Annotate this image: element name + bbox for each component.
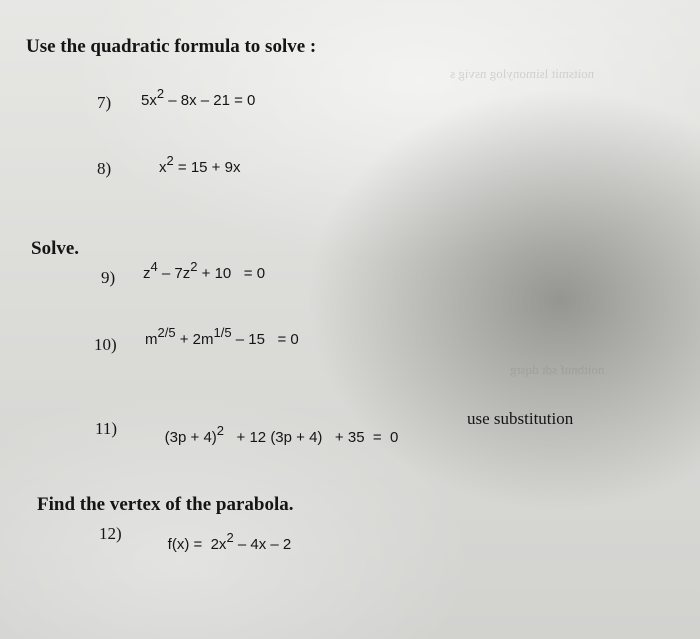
equation: $f(x) = 2x^2 - 4x - 2$ — [167, 530, 292, 553]
bleed-through-text: noitbnuf sdt dqsrg — [510, 362, 605, 377]
equation: $x^2 = 15 + 9x$ — [159, 153, 241, 176]
equation: $z^4 - 7z^2 + 10 = 0$ — [143, 259, 266, 282]
substitution-note: use substitution — [467, 409, 574, 428]
problem-number: 7) — [97, 93, 112, 112]
problem-number: 10) — [94, 335, 117, 354]
problem-number: 8) — [97, 159, 112, 178]
bleed-through-text: noitsmit lsimonylog nsvig s — [450, 66, 595, 81]
heading-solve: Solve. — [31, 238, 80, 259]
equation: $m^{2/5} + 2m^{1/5} - 15 = 0$ — [145, 325, 299, 348]
equation: $5x^2 - 8x - 21 = 0$ — [141, 86, 256, 109]
problem-number: 11) — [95, 419, 118, 438]
problem-number: 12) — [99, 524, 122, 543]
equation: $(3p + 4)^2 + 12$ (3p + 4) + 35 = 0 — [164, 423, 399, 446]
heading-quadratic-formula: Use the quadratic formula to solve : — [26, 36, 317, 57]
heading-vertex: Find the vertex of the parabola. — [37, 494, 294, 515]
problem-number: 9) — [101, 268, 116, 287]
